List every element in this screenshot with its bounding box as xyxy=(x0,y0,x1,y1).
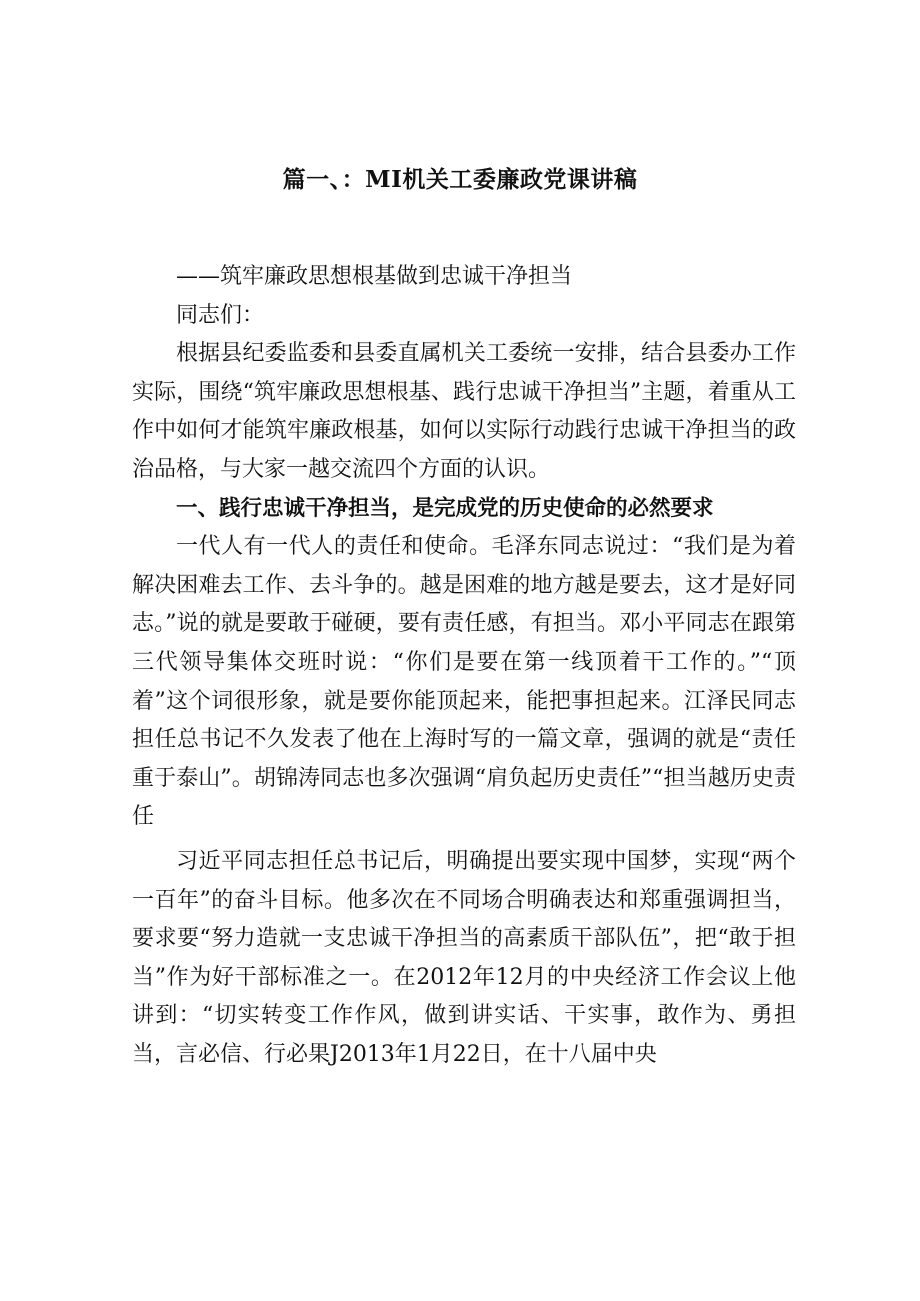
document-title: 篇一、：MI机关工委廉政党课讲稿 xyxy=(282,166,638,193)
body-paragraph: 一代人有一代人的责任和使命。毛泽东同志说过：“我们是为着解决困难去工作、去斗争的。越是困难的地方越是要去，这才是好同志。”说的就是要敢于碰硬，要有责任感，有担当。邓小平同志在跟第三代领导集体交班时说：“你们是要在第一线顶着干工作的。”“顶着”这个词很形象，就是要你能顶起来，能把事担起来。江泽民同志担任总书记不久发表了他在上海时写的一篇文章，强调的就是“责任重于泰山”。胡锦涛同志也多次强调“肩负起历史责任”“担当越历史责任 xyxy=(132,534,796,830)
section-heading: 一、践行忠诚干净担当，是完成党的历史使命的必然要求 xyxy=(176,495,714,521)
body-paragraph: 习近平同志担任总书记后，明确提出要实现中国梦，实现“两个一百年”的奋斗目标。他多次在不同场合明确表达和郑重强调担当，要求要“努力造就一支忠诚干净担当的高素质干部队伍”，把“敢于担当”作为好干部标准之一。在2012年12月的中央经济工作会议上他讲到：“切实转变工作作风，做到讲实话、干实事，敢作为、勇担当，言必信、行必果J2013年1月22日，在十八届中央 xyxy=(132,848,796,1067)
salutation: 同志们： xyxy=(176,302,265,328)
document-body xyxy=(132,258,796,1074)
document-subtitle: ——筑牢廉政思想根基做到忠诚干净担当 xyxy=(176,264,573,289)
body-paragraph: 根据县纪委监委和县委直属机关工委统一安排，结合县委办工作实际，围绕“筑牢廉政思想根基、践行忠诚干净担当”主题，着重从工作中如何才能筑牢廉政根基，如何以实际行动践行忠诚干净担当的政治品格，与大家一越交流四个方面的认识。 xyxy=(132,341,796,482)
